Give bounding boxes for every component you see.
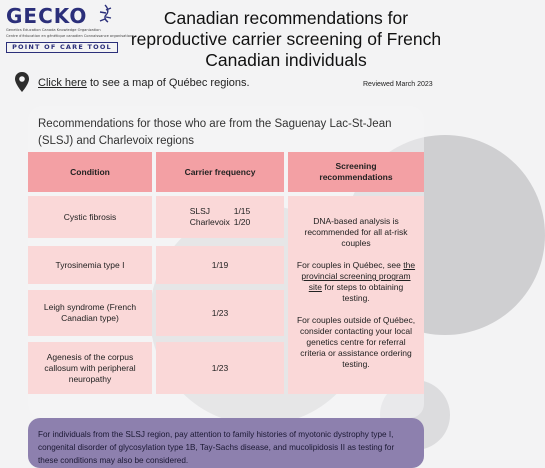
freq-value: 1/15 [233, 206, 251, 216]
freq-label: Charlevoix [189, 217, 230, 227]
map-pin-icon [14, 71, 30, 93]
condition-cell: Cystic fibrosis [28, 196, 152, 238]
page-title: Canadian recommendations for reproductive carrier screening of French Canadian individuals [130, 8, 442, 70]
map-link-line [38, 77, 250, 89]
screening-recommendations-cell [288, 196, 424, 394]
condition-cell: Tyrosinemia type I [28, 246, 152, 284]
reviewed-date: Reviewed March 2023 [363, 81, 433, 88]
frequency-cell [156, 196, 284, 238]
logo-tagline-en: Genetics Education Canada Knowledge Organization [6, 28, 101, 32]
frequency-cell: 1/23 [156, 342, 284, 394]
logo-tagline-fr: Centre d'éducation en génétique canadien Connaissance organisation [6, 34, 133, 39]
screening-dna-text: DNA-based analysis is recommended for all at-risk couples [304, 216, 408, 248]
gecko-logo[interactable] [6, 4, 133, 53]
point-of-care-badge: POINT OF CARE TOOL [6, 42, 118, 53]
screening-quebec-prefix: For couples in Québec, see [296, 260, 404, 270]
header-frequency: Carrier frequency [156, 152, 284, 192]
frequency-cell: 1/19 [156, 246, 284, 284]
header-condition: Condition [28, 152, 152, 192]
map-link[interactable]: Click here [38, 77, 87, 89]
intro-text: Recommendations for those who are from the Saguenay Lac-St-Jean (SLSJ) and Charlevoix regions [38, 118, 392, 147]
freq-value: 1/20 [233, 217, 251, 227]
map-link-rest: to see a map of Québec regions. [86, 77, 250, 89]
provincial-program-link[interactable]: the provincial screening program site [301, 260, 416, 292]
screening-quebec-suffix: for steps to obtaining testing. [321, 282, 404, 303]
freq-label: SLSJ [189, 206, 211, 216]
logo-wordmark: GECKO [6, 4, 88, 28]
gecko-lizard-icon [96, 4, 114, 28]
footer-note: For individuals from the SLSJ region, pay attention to family histories of myotonic dystrophy type I, congenital disorder of glycosylation type 1B, Tay-Sachs disease, and mucolipidosis II as testing for these conditions may also be considered. [28, 418, 424, 468]
screening-outside-text: For couples outside of Québec, consider contacting your local genetics centre for referral criteria or assistance ordering testing. [296, 315, 416, 369]
condition-cell: Agenesis of the corpus callosum with peripheral neuropathy [28, 342, 152, 394]
screening-quebec-text [294, 260, 418, 304]
condition-cell: Leigh syndrome (French Canadian type) [28, 290, 152, 336]
header-screening: Screening recommendations [288, 152, 424, 192]
frequency-cell: 1/23 [156, 290, 284, 336]
